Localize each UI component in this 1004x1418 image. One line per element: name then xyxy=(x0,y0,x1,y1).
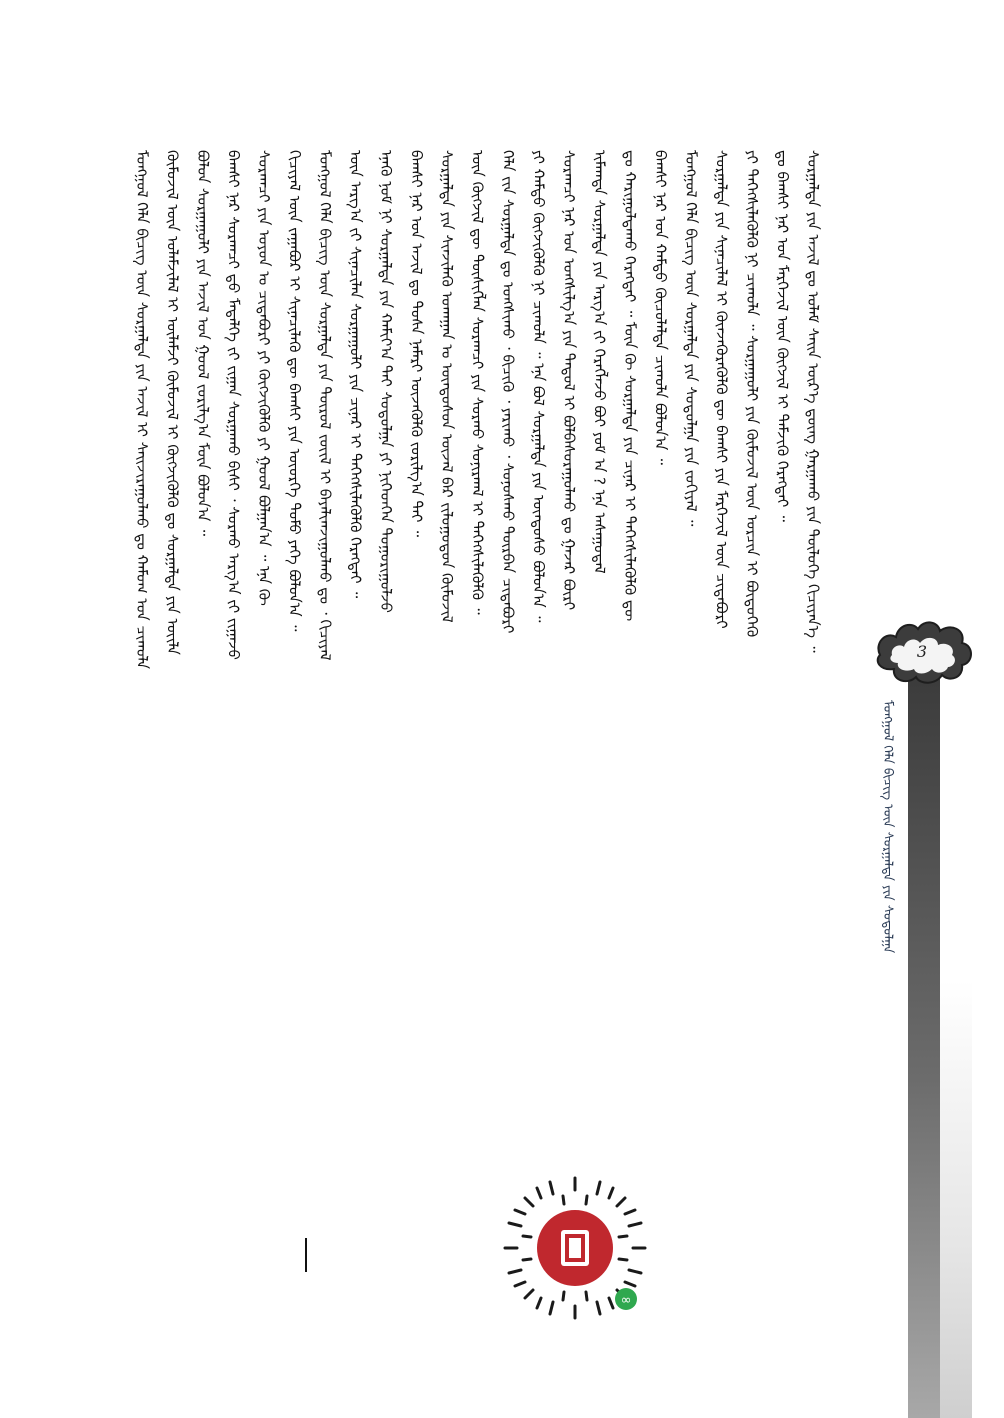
text-column: ᠰᠤᠷᠠᠭᠴᠢ ᠶᠢᠨ ᠣᠶᠤᠨ ᠤ ᠴᠢᠳᠠᠪᠤᠷᠢ ᠶᠢ ᠬᠥᠭᠵᠢᠭᠦᠯᠬᠦ ᠶᠢ ᠭᠣᠣᠯ ᠪᠣᠯᠭᠠᠨ᠎ᠠ ᠃ ᠡᠨᠡ ᠬᠦ xyxy=(255,150,273,606)
text-column: ᠦᠨ ᠠᠷᠭ᠎ᠠ ᠵᠢ ᠰᠢᠨᠡᠴᠢᠯᠡᠨ ᠰᠤᠷᠭᠠᠭᠤᠯᠢ ᠶᠢᠨ ᠴᠢᠨᠠᠷ ᠢ ᠳᠡᠭᠡᠭᠰᠢᠯᠡᠭᠦᠯᠬᠦ ᠬᠡᠷᠡᠭᠲᠡᠢ ᠃ xyxy=(346,150,365,599)
text-column: ᠰᠤᠷᠭᠠᠯᠲᠠ ᠶᠢᠨ ᠰᠢᠨᠡᠴᠢᠯᠡᠯ ᠢ ᠭᠦᠨᠵᠡᠭᠦᠷᠡᠭᠦᠯᠬᠦ ᠳᠦ ᠪᠠᠭᠰᠢ ᠶᠢᠨ ᠮᠡᠷᠭᠡᠵᠢᠯ ᠦᠨ ᠴᠢᠳᠠᠪᠤᠷᠢ xyxy=(712,150,731,629)
text-column: ᠬᠢᠴᠢᠶᠡᠯ ᠦᠨ ᠵᠠᠭᠠᠪᠤᠷ ᠢ ᠰᠢᠨᠡᠴᠢᠯᠡᠬᠦ ᠳᠦ ᠪᠠᠭᠰᠢ ᠶᠢᠨ ᠦᠦᠷᠭᠡ ᠲᠣᠮᠣ ᠶᠡᠬᠡ ᠪᠣᠯᠤᠨ᠎ᠠ ᠃ xyxy=(285,150,304,632)
running-head-text: ᠮᠣᠩᠭᠣᠯ ᠬᠡᠯᠡ ᠪᠢᠴᠢᠭ᠌ ᠦᠨ ᠰᠤᠷᠭᠠᠯᠲᠠ ᠶᠢᠨ ᠰᠤᠳᠤᠯᠭᠠ xyxy=(880,700,895,954)
text-column: ᠬᠦᠮᠦᠵᠢᠯ ᠦᠨ ᠤᠯᠠᠮᠵᠢᠯᠠᠯ ᠢ ᠦᠯᠡᠮᠵᠢ ᠬᠦᠮᠦᠵᠢᠯ ᠢ ᠬᠥᠭᠵᠢᠭᠦᠯᠬᠦ ᠳᠤ ᠰᠤᠷᠭᠠᠯᠲᠠ ᠶᠢᠨ ᠦᠢᠯᠡ xyxy=(163,150,182,655)
text-column: ᠪᠠᠭᠰᠢ ᠨᠠᠷ ᠰᠤᠷᠠᠭᠴᠢ ᠳ᠋ᠤ ᠮᠡᠳᠡᠯᠭᠡ ᠵᠢ ᠵᠢᠭᠠᠨ ᠰᠤᠷᠭᠠᠬᠤ ᠪᠢᠰᠢ ᠂ ᠰᠤᠷᠬᠤ ᠠᠷᠭ᠎ᠠ ᠵᠢ ᠵᠢᠭᠠᠵᠤ xyxy=(224,150,243,660)
text-column: ᠪᠠᠭᠰᠢ ᠨᠠᠷ ᠤᠨ ᠬᠠᠮᠲᠤ ᠬᠦᠴᠦᠯᠡᠯᠲᠡ ᠴᠢᠬᠤᠯᠠ ᠪᠣᠯᠤᠨ᠎ᠠ ᠃ xyxy=(651,150,670,465)
badge-glyph: ∞ xyxy=(620,1293,632,1308)
em-dash-mark xyxy=(305,1238,307,1272)
text-column: ᠬᠡᠯᠡ ᠵᠢᠨ ᠰᠤᠷᠭᠠᠯᠲᠠ ᠳᠤ ᠤᠩᠰᠢᠬᠤ ᠂ ᠪᠢᠴᠢᠬᠦ ᠂ ᠶᠠᠷᠢᠬᠤ ᠂ ᠰᠣᠨᠣᠰᠬᠤ ᠳᠥᠷᠪᠡᠨ ᠴᠢᠳᠠᠪᠤᠷᠢ xyxy=(499,150,517,634)
text-column: ᠪᠤᠯᠤᠨ ᠰᠤᠷᠭᠠᠭᠤᠯᠢ ᠶᠢᠨ ᠠᠵᠢᠯ ᠤᠨ ᠭᠣᠣᠯ ᠵᠣᠷᠢᠯᠭ᠎ᠠ ᠮᠥᠨ ᠪᠣᠯᠤᠨ᠎ᠠ ᠃ xyxy=(194,150,212,537)
text-column: ᠰᠤᠷᠭᠠᠯᠲᠠ ᠶᠢᠨ ᠠᠵᠢᠯ ᠳᠤ ᠤᠯᠠᠮ ᠰᠠᠢᠨ ᠦᠷ᠎ᠡ ᠳ᠋ᠦᠩ ᠭᠠᠷᠭᠠᠬᠤ ᠶᠢᠨ ᠲᠥᠯᠦᠭᠡ ᠬᠢᠴᠢᠶᠡᠨ᠎ᠡ ᠃ xyxy=(804,150,822,653)
text-column: ᠡᠨᠡᠬᠦ ᠨᠣᠮ ᠨᠢ ᠰᠤᠷᠭᠠᠯᠲᠠ ᠶᠢᠨ ᠬᠠᠮᠢᠶ᠎ᠠ ᠲᠠᠢ ᠰᠤᠳᠤᠯᠭᠠ ᠶᠢ ᠨᠢᠭᠡᠳᠭᠡᠨ ᠲᠣᠭᠤᠷᠢᠭᠤᠯᠵᠤ xyxy=(377,150,395,613)
text-column: ᠦᠨ ᠬᠥᠭᠵᠢᠯ ᠳᠦ ᠲᠦᠰᠢᠭᠯᠡᠨ ᠰᠤᠷᠠᠭᠴᠢ ᠶᠢᠨ ᠰᠤᠷᠬᠤ ᠰᠣᠨᠢᠷᠬᠠᠯ ᠢ ᠳᠡᠭᠡᠭᠰᠢᠯᠡᠭᠦᠯᠬᠦ ᠃ xyxy=(468,150,487,615)
side-band xyxy=(908,665,940,1418)
text-column: ᠰᠤᠷᠠᠭᠴᠢ ᠨᠠᠷ ᠤᠨ ᠤᠩᠰᠢᠯᠭ᠎ᠠ ᠶᠢᠨ ᠳᠠᠳᠤᠯ ᠢ ᠪᠣᠯᠪᠠᠰᠤᠷᠠᠭᠤᠯᠬᠤ ᠳᠤ ᠭᠠᠵᠠᠷ ᠪᠦᠷᠢ xyxy=(560,150,578,611)
text-column: ᠰᠤᠷᠭᠠᠯᠲᠠ ᠶᠢᠨ ᠰᠢᠨᠵᠢᠯᠡᠬᠦ ᠤᠬᠠᠭᠠᠨ ᠤ ᠦᠨᠳᠦᠰᠦᠨ ᠦᠵᠡᠯ ᠪᠠᠷ ᠵᠢᠯᠤᠭᠤᠳᠤᠨ ᠬᠦᠮᠦᠵᠢᠯ xyxy=(438,150,456,623)
text-column: ᠢᠮᠠᠭᠲᠠ ᠰᠤᠷᠭᠠᠯᠲᠠ ᠶᠢᠨ ᠠᠷᠭ᠎ᠠ ᠵᠢ ᠬᠡᠷᠡᠭᠯᠡᠵᠦ ᠪᠤᠢ ᠶᠤᠮ ᠠ ? ᠡᠨᠡ ᠠᠰᠠᠭᠤᠳᠠᠯ xyxy=(590,150,609,574)
text-column: ᠶᠢ ᠳᠡᠭᠡᠭᠰᠢᠯᠡᠭᠦᠯᠬᠦ ᠨᠢ ᠴᠢᠬᠤᠯᠠ ᠃ ᠰᠤᠷᠭᠠᠭᠤᠯᠢ ᠶᠢᠨ ᠬᠦᠮᠦᠵᠢᠯ ᠦᠨ ᠣᠷᠴᠢᠨ ᠢ ᠪᠦᠲᠦᠭᠡᠬᠦ xyxy=(743,150,761,638)
qr-code[interactable] xyxy=(495,1168,655,1328)
text-column: ᠮᠣᠩᠭᠣᠯ ᠬᠡᠯᠡ ᠪᠢᠴᠢᠭ᠌ ᠦᠨ ᠰᠤᠷᠭᠠᠯᠲᠠ ᠶᠢᠨ ᠰᠤᠳᠤᠯᠭᠠ ᠶᠢᠨ ᠵᠣᠬᠢᠶᠠᠯ ᠃ xyxy=(682,150,700,527)
running-head xyxy=(876,700,904,1400)
text-column: ᠪᠠᠭᠰᠢ ᠨᠠᠷ ᠤᠨ ᠠᠵᠢᠯ ᠳᠤ ᠲᠤᠰᠠ ᠨᠡᠮᠡᠷᠢ ᠦᠵᠡᠭᠦᠯᠬᠦ ᠵᠣᠷᠢᠯᠭ᠎ᠠ ᠲᠠᠢ ᠃ xyxy=(407,150,426,537)
text-column: ᠮᠣᠩᠭᠣᠯ ᠬᠡᠯᠡ ᠪᠢᠴᠢᠭ᠌ ᠦᠨ ᠰᠤᠷᠭᠠᠯᠲᠠ ᠶᠢᠨ ᠲᠥᠷᠥᠯ ᠵᠦᠢᠯ ᠢ ᠪᠠᠶᠠᠯᠢᠭᠵᠢᠭᠤᠯᠬᠤ ᠳᠤ ᠂ ᠬᠢᠴᠢᠶᠡᠯ xyxy=(316,150,334,661)
book-icon xyxy=(561,1230,589,1266)
side-band-shadow xyxy=(936,980,972,1418)
text-column: ᠮᠣᠩᠭᠣᠯ ᠬᠡᠯᠡ ᠪᠢᠴᠢᠭ᠌ ᠦᠨ ᠰᠤᠷᠭᠠᠯᠲᠠ ᠶᠢᠨ ᠠᠵᠢᠯ ᠢ ᠰᠠᠢᠵᠢᠷᠠᠭᠤᠯᠬᠤ ᠳᠤ ᠬᠠᠮᠤᠭ ᠤᠨ ᠴᠢᠬᠤᠯᠠ xyxy=(133,150,151,670)
text-column: ᠳᠤ ᠪᠠᠭᠰᠢ ᠨᠠᠷ ᠤᠨ ᠮᠡᠷᠭᠡᠵᠢᠯ ᠦᠨ ᠬᠥᠭᠵᠢᠯ ᠢ ᠳᠡᠮᠵᠢᠬᠦ ᠬᠡᠷᠡᠭᠲᠡᠢ ᠃ xyxy=(773,150,792,522)
page-number: 3 xyxy=(916,642,928,661)
body-text xyxy=(132,150,852,1300)
text-column: ᠳᠤ ᠬᠠᠷᠢᠭᠤᠯᠳᠠᠬᠤ ᠬᠡᠷᠡᠭᠲᠡᠢ ᠃ ᠮᠥᠨ ᠬᠦ ᠰᠤᠷᠭᠠᠯᠲᠠ ᠶᠢᠨ ᠴᠢᠨᠠᠷ ᠢ ᠳᠡᠭᠡᠭᠰᠢᠯᠡᠭᠦᠯᠬᠦ ᠳᠦ xyxy=(621,150,639,622)
text-column: ᠶᠢ ᠬᠠᠮᠲᠤ ᠬᠥᠭᠵᠢᠭᠦᠯᠬᠦ ᠨᠢ ᠴᠢᠬᠤᠯᠠ ᠃ ᠡᠨᠡ ᠪᠣᠯ ᠰᠤᠷᠭᠠᠯᠲᠠ ᠶᠢᠨ ᠦᠨᠳᠦᠰᠦ ᠪᠣᠯᠤᠨ᠎ᠠ ᠃ xyxy=(529,150,548,623)
